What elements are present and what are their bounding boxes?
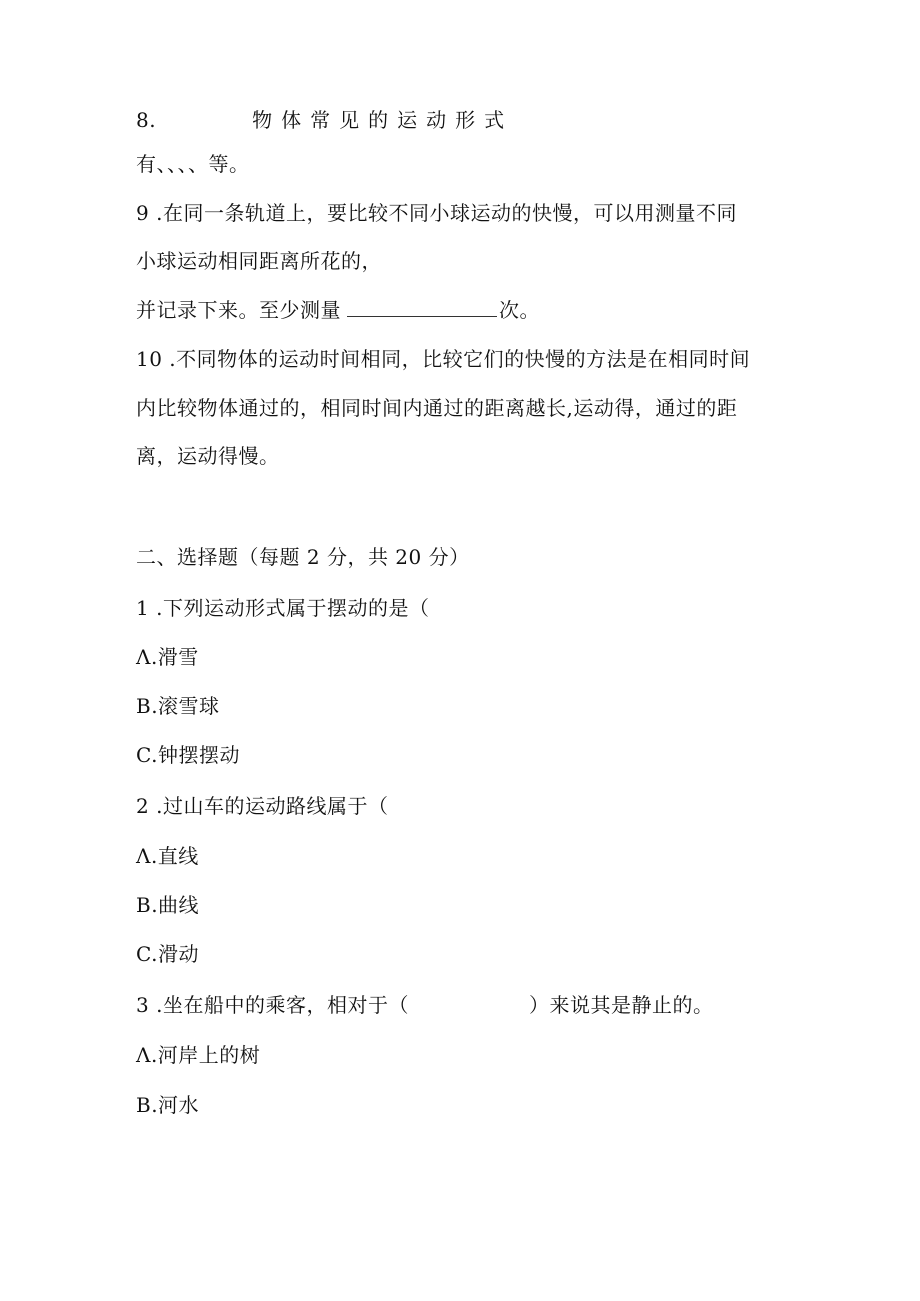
choice-q3-option-b[interactable]: B.河水 [136,1093,200,1117]
choice-q3-option-a[interactable]: Λ.河岸上的树 [136,1043,261,1067]
q8-text-part1: 物体常见的运动形式 [252,108,514,132]
q10-line3: 离，运动得慢。 [136,444,280,468]
q9-line1: 9 .在同一条轨道上，要比较不同小球运动的快慢，可以用测量不同 [136,201,737,225]
choice-q1-option-c[interactable]: C.钟摆摆动 [136,743,240,767]
choice-q1-option-a[interactable]: Λ.滑雪 [136,645,199,669]
q8-line1 [136,106,513,134]
choice-q2-stem: 2 .过山车的运动路线属于（ [136,794,389,818]
choice-q3-stem-before: 3 .坐在船中的乘客，相对于（ [136,993,409,1017]
q8-number: 8. [136,108,157,132]
choice-q2-option-a[interactable]: Λ.直线 [136,844,199,868]
choice-q2-option-c[interactable]: C.滑动 [136,942,199,966]
q9-line3 [136,296,540,324]
choice-q1-stem: 1 .下列运动形式属于摆动的是（ [136,596,430,620]
q9-line3-before: 并记录下来。至少测量 [136,298,341,322]
q10-line1: 10 .不同物体的运动时间相同，比较它们的快慢的方法是在相同时间 [136,347,751,371]
q9-answer-blank[interactable] [347,298,497,317]
choice-q3-stem-after: ）来说其是静止的。 [528,993,714,1017]
choice-q3-stem [136,991,713,1019]
q9-line3-after: 次。 [499,298,540,322]
q10-line2: 内比较物体通过的，相同时间内通过的距离越长,运动得，通过的距 [136,396,738,420]
choice-q1-option-b[interactable]: B.滚雪球 [136,694,220,718]
section2-heading: 二、选择题（每题 2 分，共 20 分） [136,545,470,569]
q9-line2: 小球运动相同距离所花的， [136,249,382,273]
choice-q2-option-b[interactable]: B.曲线 [136,893,200,917]
q8-text-part2: 有、、、、等。 [136,152,250,176]
